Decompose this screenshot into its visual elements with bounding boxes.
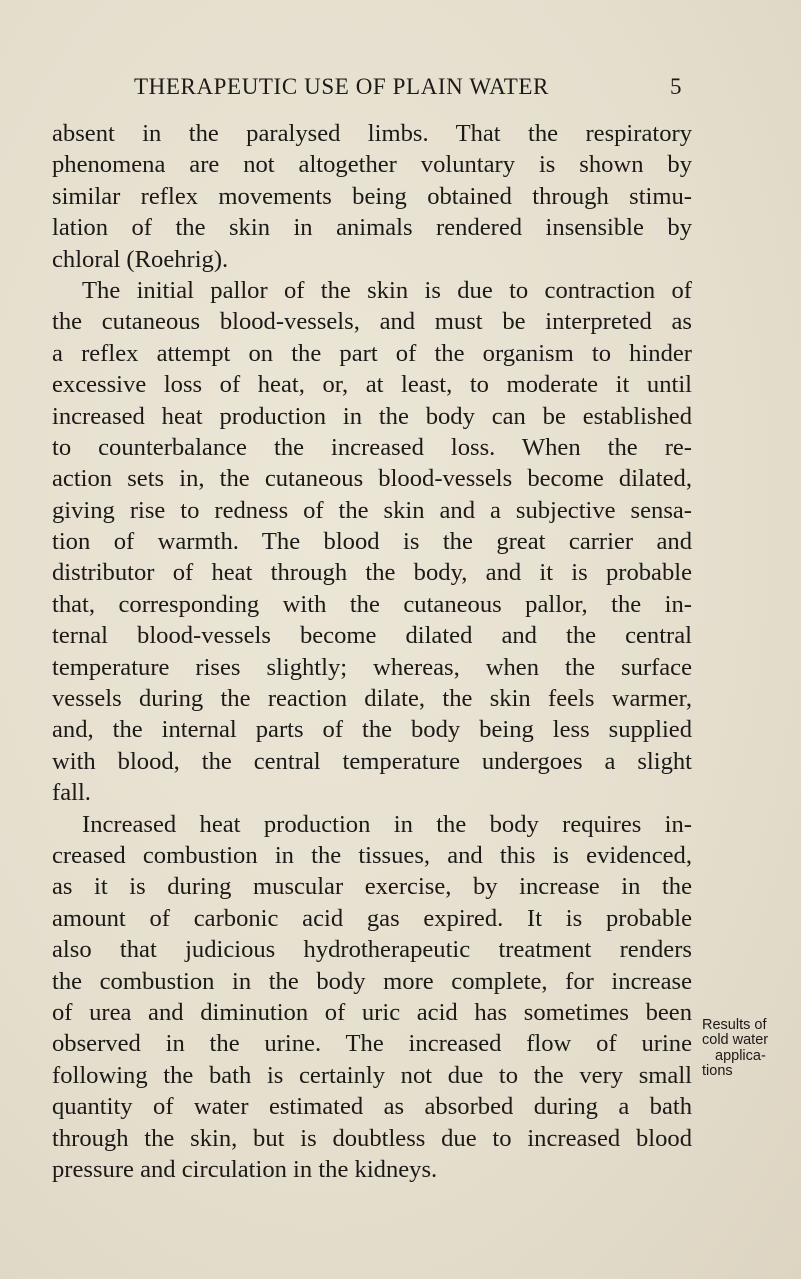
text-line: also that judicious hydrotherapeutic treatment renders [52, 936, 692, 964]
text-line: and, the internal parts of the body being less supplied [52, 716, 692, 744]
text-line: amount of carbonic acid gas expired. It is probable [52, 904, 692, 932]
text-line: temperature rises slightly; whereas, when the surface [52, 653, 692, 681]
text-line: lation of the skin in animals rendered insensible by [52, 214, 692, 242]
text-line: distributor of heat through the body, and it is probable [52, 559, 692, 587]
text-line: tion of warmth. The blood is the great carrier and [52, 528, 692, 556]
text-line: of urea and diminution of uric acid has sometimes been [52, 998, 692, 1026]
running-title: THERAPEUTIC USE OF PLAIN WATER [134, 74, 549, 99]
page-number: 5 [670, 74, 682, 99]
margin-note-line: cold water [702, 1032, 769, 1049]
text-line: action sets in, the cutaneous blood-vessels become dilated, [52, 465, 692, 493]
text-line: ternal blood-vessels become dilated and the central [52, 622, 692, 650]
margin-note [702, 1018, 800, 1080]
text-line: pressure and circulation in the kidneys. [52, 1155, 438, 1183]
text-line: a reflex attempt on the part of the organism to hinder [52, 339, 692, 367]
text-line: the cutaneous blood-vessels, and must be interpreted as [52, 308, 692, 336]
text-line: absent in the paralysed limbs. That the respiratory [52, 120, 692, 147]
margin-note-line: tions [702, 1063, 733, 1080]
text-line: following the bath is certainly not due to the very small [52, 1061, 692, 1089]
text-line: phenomena are not altogether voluntary is shown by [52, 151, 692, 179]
text-line: vessels during the reaction dilate, the skin feels warmer, [52, 685, 692, 713]
text-line: Increased heat production in the body requires in- [82, 810, 692, 838]
text-line: to counterbalance the increased loss. When the re- [52, 433, 692, 461]
text-line: creased combustion in the tissues, and this is evidenced, [52, 841, 692, 869]
text-line: observed in the urine. The increased flow of urine [52, 1030, 692, 1058]
text-line: similar reflex movements being obtained through stimu- [52, 182, 692, 210]
text-line: The initial pallor of the skin is due to contraction of [82, 276, 692, 304]
text-line: fall. [52, 779, 91, 807]
text-line: as it is during muscular exercise, by increase in the [52, 873, 692, 901]
text-line: increased heat production in the body can be established [52, 402, 692, 430]
text-line: excessive loss of heat, or, at least, to moderate it until [52, 371, 692, 399]
text-line: the combustion in the body more complete, for increase [52, 967, 692, 995]
body-text [52, 118, 692, 1185]
text-line: giving rise to redness of the skin and a subjective sensa- [52, 496, 692, 524]
text-line: quantity of water estimated as absorbed during a bath [52, 1093, 692, 1121]
text-line: through the skin, but is doubtless due to increased blood [52, 1124, 692, 1152]
text-line: with blood, the central temperature undergoes a slight [52, 747, 692, 775]
text-line: chloral (Roehrig). [52, 245, 229, 273]
margin-note-line: Results of [702, 1017, 767, 1033]
margin-note-line: applica- [715, 1047, 766, 1064]
page-header [0, 74, 801, 104]
text-line: that, corresponding with the cutaneous pallor, the in- [52, 590, 692, 618]
